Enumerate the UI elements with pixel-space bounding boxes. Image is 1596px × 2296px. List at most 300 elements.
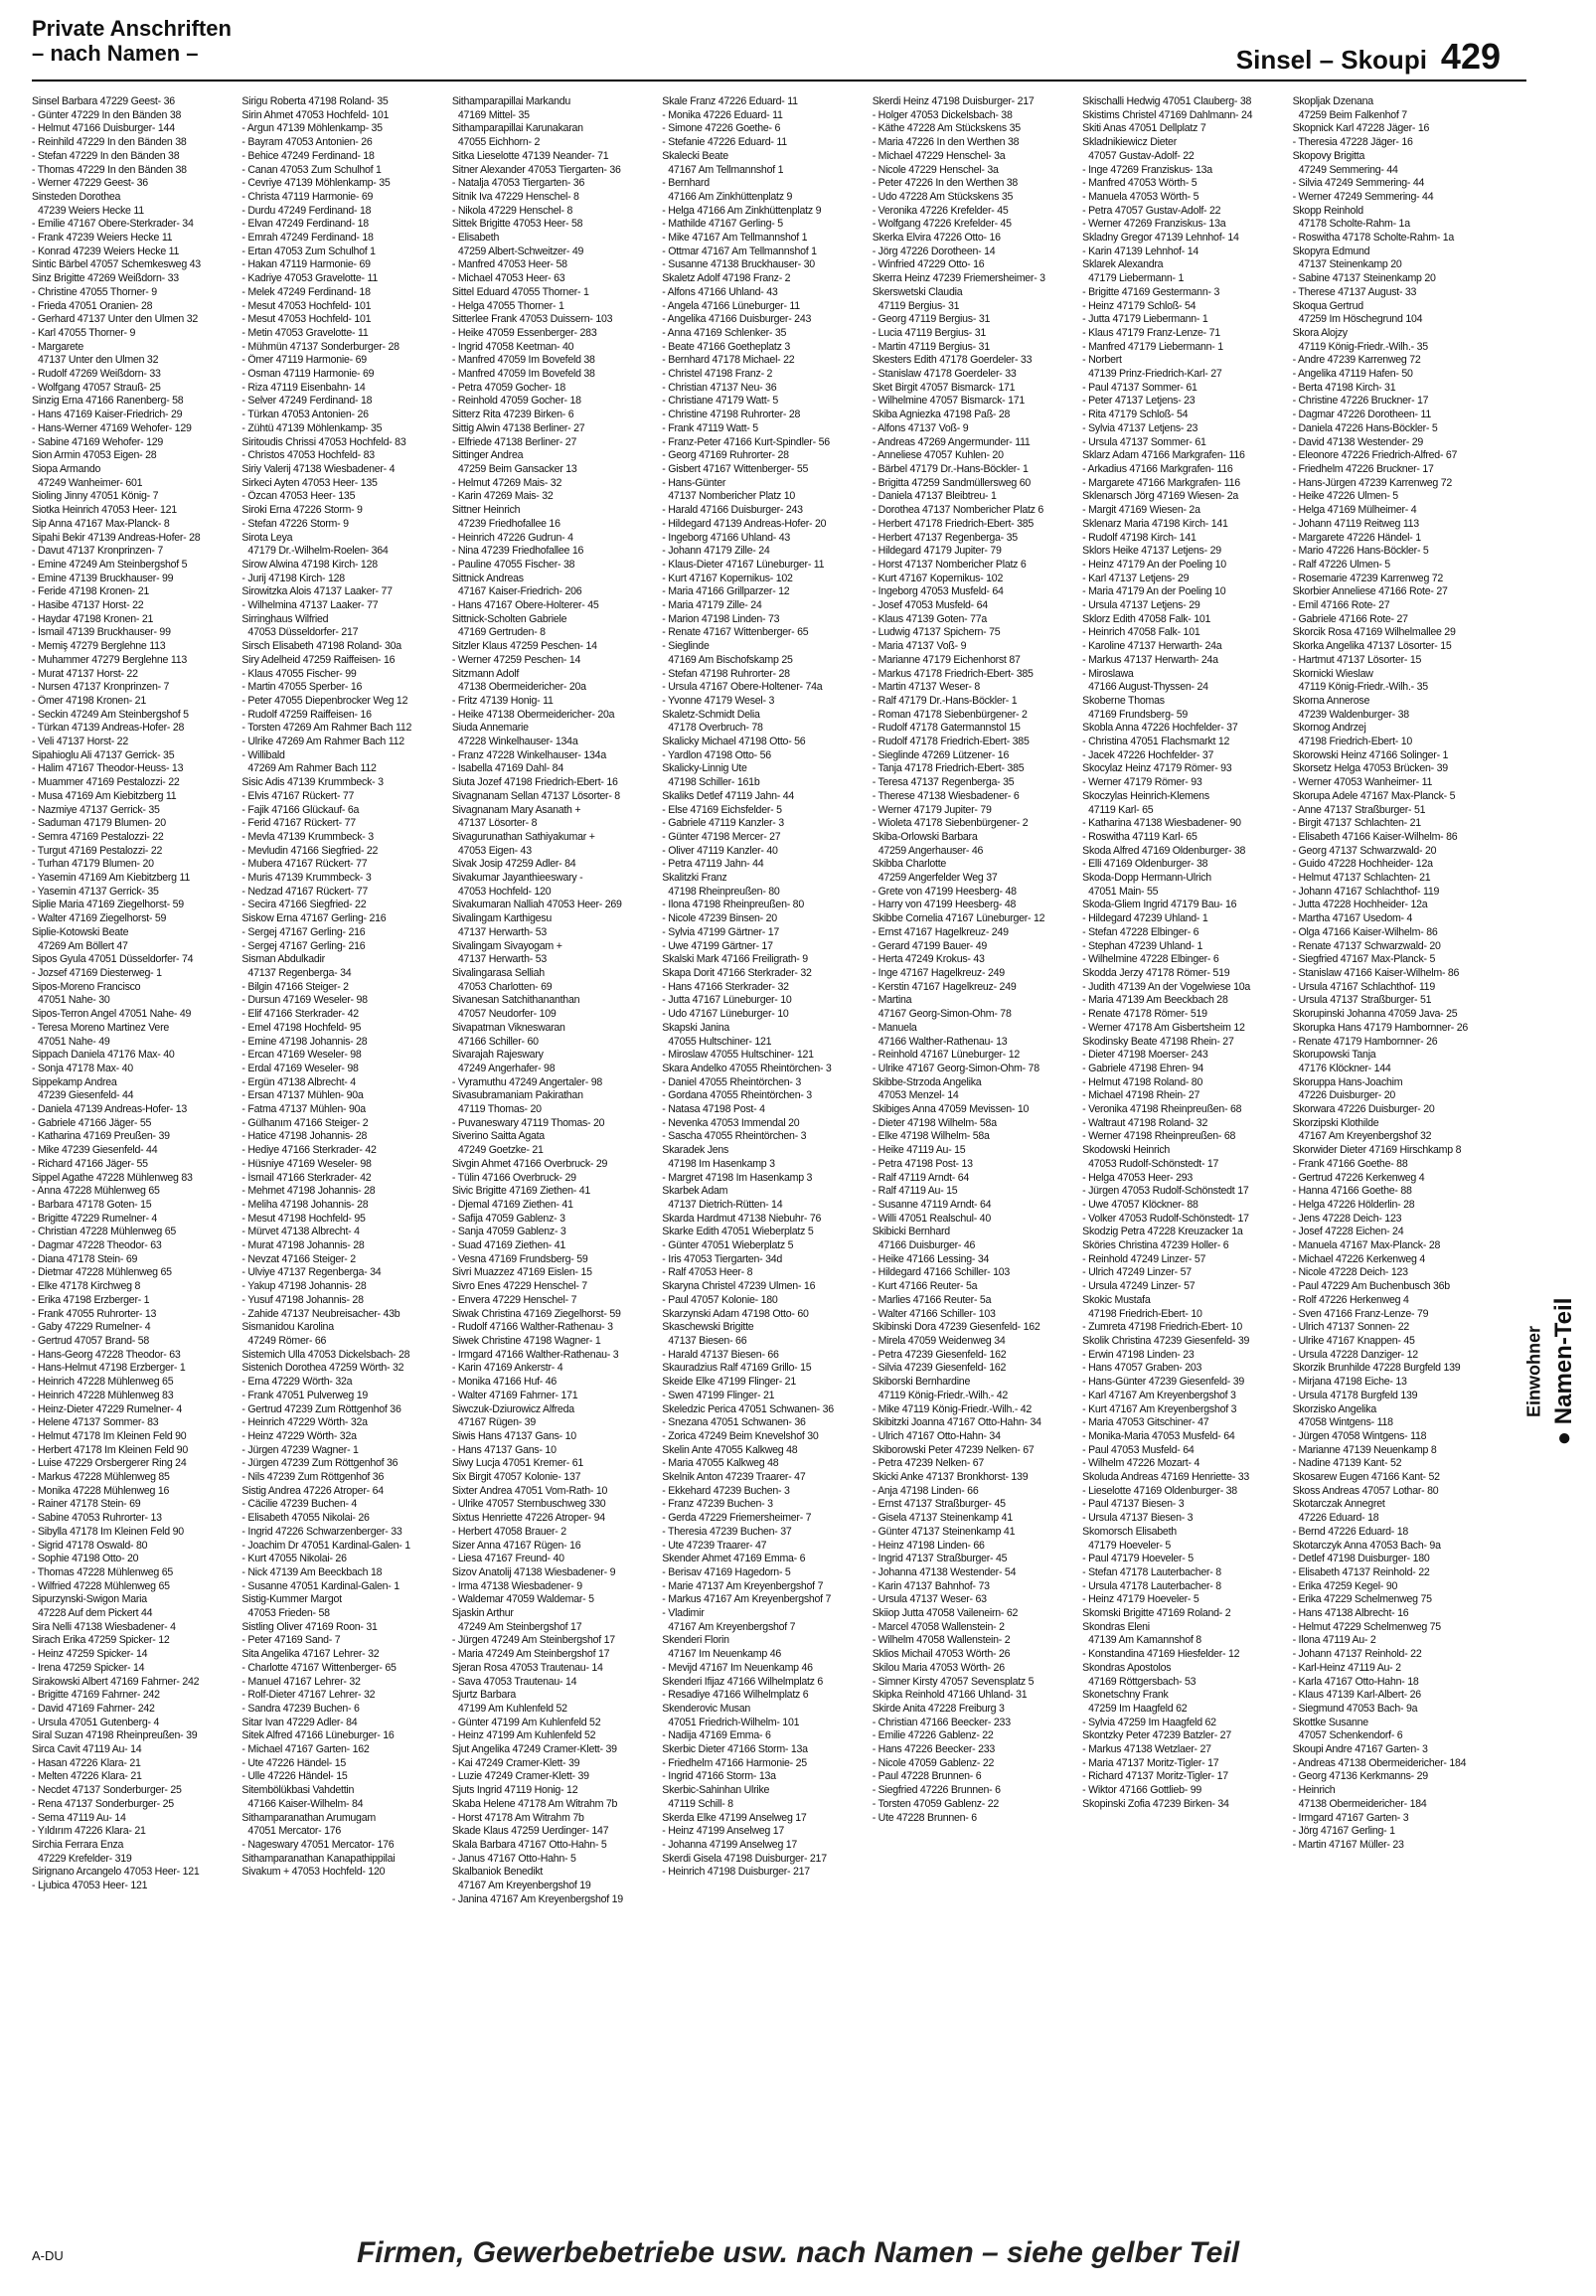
directory-entry: - Ulviye 47137 Regenberga- 34 [241, 1266, 382, 1279]
directory-entry: - Franz 47239 Buchen- 3 [662, 1498, 773, 1511]
directory-entry: - Renate 47167 Wittenberger- 65 [662, 626, 809, 639]
directory-entry: - Ömer 47198 Kronen- 21 [32, 694, 146, 707]
directory-entry: 47179 Liebermann- 1 [1088, 272, 1185, 285]
directory-entry: 47119 König-Friedr.-Wilh.- 35 [1298, 340, 1428, 353]
directory-entry: Skiba-Orlowski Barbara [872, 830, 978, 843]
directory-entry: - Helmut 47137 Schlachten- 21 [1292, 872, 1431, 885]
directory-entry: - Cevriye 47139 Möhlenkamp- 35 [241, 177, 391, 190]
directory-entry: 47169 Am Bischofskamp 25 [668, 653, 793, 666]
directory-entry: - Yardlon 47198 Otto- 56 [662, 748, 771, 761]
directory-entry: - Frank 47239 Weiers Hecke 11 [32, 232, 173, 245]
directory-entry: Sirchia Ferrara Enza [32, 1839, 124, 1851]
directory-entry: - Daniela 47139 Andreas-Hofer- 13 [32, 1103, 188, 1116]
header-range [1236, 36, 1501, 78]
directory-entry: - Sieglinde [662, 640, 710, 653]
directory-entry: - Envera 47229 Henschel- 7 [451, 1293, 577, 1306]
directory-entry: Siverino Saitta Agata [451, 1130, 545, 1143]
directory-entry: - Karl 47055 Thorner- 9 [32, 326, 136, 339]
directory-entry: - Karin 47269 Mais- 32 [451, 490, 554, 503]
directory-entry: - Birgit 47137 Schlachten- 21 [1292, 817, 1421, 830]
directory-entry: - Margarete 47226 Händel- 1 [1292, 531, 1421, 544]
directory-entry: - Heinrich 47058 Falk- 101 [1082, 626, 1200, 639]
directory-entry: 47051 Mercator- 176 [247, 1825, 342, 1838]
directory-entry: - Werner 47178 Am Gisbertsheim 12 [1082, 1021, 1245, 1034]
directory-entry: - Heinz 47259 Spicker- 14 [32, 1648, 148, 1661]
directory-entry: - Mevludin 47166 Siegfried- 22 [241, 844, 379, 857]
directory-entry: - Johann 47119 Reitweg 113 [1292, 517, 1419, 530]
directory-entry: Skorupa Adele 47167 Max-Planck- 5 [1292, 789, 1456, 802]
directory-entry: Skerra Heinz 47239 Friemersheimer- 3 [872, 272, 1045, 285]
directory-entry: - Emel 47198 Hochfeld- 95 [241, 1021, 362, 1034]
directory-entry: - Walter 47166 Schiller- 103 [872, 1307, 996, 1320]
directory-entry: Skonetschny Frank [1082, 1689, 1169, 1702]
directory-entry: Skiba Agniezka 47198 Paß- 28 [872, 409, 1011, 421]
directory-entry: Sklios Michail 47053 Wörth- 26 [872, 1648, 1011, 1661]
directory-entry: - Gertrud 47226 Kerkenweg 4 [1292, 1171, 1425, 1184]
directory-entry: - Fajik 47166 Glückauf- 6a [241, 803, 360, 816]
directory-entry: - Peter 47137 Letjens- 23 [1082, 395, 1196, 408]
directory-entry: - Torsten 47269 Am Rahmer Bach 112 [241, 722, 412, 735]
directory-entry: Skaradek Jens [662, 1144, 729, 1157]
directory-entry: - Peter 47169 Sand- 7 [241, 1634, 341, 1647]
directory-entry: - Silvia 47249 Semmering- 44 [1292, 177, 1425, 190]
directory-entry: Sitner Alexander 47053 Tiergarten- 36 [451, 163, 621, 176]
directory-entry: - Ursula 47137 Straßburger- 51 [1292, 994, 1432, 1007]
directory-entry: - Frank 47051 Pulverweg 19 [241, 1389, 369, 1401]
directory-entry: - Paul 47053 Musfeld- 64 [1082, 1443, 1195, 1456]
directory-entry: - Sylvia 47137 Letjens- 23 [1082, 421, 1198, 434]
directory-entry: - Ralf 47119 Arndt- 64 [872, 1171, 970, 1184]
directory-entry: - Puvaneswary 47119 Thomas- 20 [451, 1116, 605, 1129]
directory-entry: - Helga 47055 Thorner- 1 [451, 299, 564, 312]
directory-entry: - Petra 47239 Giesenfeld- 162 [872, 1348, 1007, 1361]
directory-entry: 47226 Eduard- 18 [1298, 1512, 1379, 1525]
directory-entry: Skale Franz 47226 Eduard- 11 [662, 95, 798, 107]
directory-entry: 47053 Düsseldorfer- 217 [247, 626, 359, 639]
directory-entry: - Heinz 47199 Am Kuhlenfeld 52 [451, 1729, 596, 1742]
directory-entry: Sjeran Rosa 47053 Trautenau- 14 [451, 1661, 603, 1674]
directory-entry: - Gertrud 47057 Brand- 58 [32, 1334, 150, 1347]
directory-entry: Siwek Christine 47198 Wagner- 1 [451, 1334, 601, 1347]
directory-entry: Sittnick Andreas [451, 572, 524, 584]
directory-entry: - Christos 47053 Hochfeld- 83 [241, 449, 375, 462]
directory-entry: - Martin 47119 Bergius- 31 [872, 340, 990, 353]
directory-entry: - Bayram 47053 Antonien- 26 [241, 136, 373, 149]
directory-entry: - Zorica 47249 Beim Knevelshof 30 [662, 1429, 819, 1442]
directory-entry: Skerbic-Sahinhan Ulrike [662, 1784, 770, 1797]
directory-entry: 47228 Auf dem Pickert 44 [38, 1607, 153, 1620]
directory-entry: - David 47169 Fahrner- 242 [32, 1702, 155, 1715]
directory-entry: Sirca Cavit 47119 Au- 14 [32, 1743, 142, 1756]
directory-entry: - Paul 47137 Sommer- 61 [1082, 381, 1197, 394]
directory-entry: - Diana 47178 Stein- 69 [32, 1252, 138, 1265]
directory-entry: 47137 Herwarth- 53 [457, 953, 547, 966]
directory-entry: - Wilhelmina 47137 Laaker- 77 [241, 599, 379, 612]
directory-entry: - Wolfgang 47057 Strauß- 25 [32, 381, 161, 394]
directory-entry: - Ute 47226 Händel- 15 [241, 1756, 347, 1769]
directory-entry: 47167 Am Kreyenbergshof 7 [668, 1620, 796, 1633]
directory-entry: Skaryna Christel 47239 Ulmen- 16 [662, 1280, 816, 1293]
directory-entry: Skopinski Zofia 47239 Birken- 34 [1082, 1797, 1229, 1810]
directory-entry: Skiti Anas 47051 Dellplatz 7 [1082, 122, 1206, 135]
directory-entry: - Rainer 47178 Stein- 69 [32, 1498, 141, 1511]
directory-entry: 47053 Frieden- 58 [247, 1607, 330, 1620]
directory-entry: Skelin Ante 47055 Kalkweg 48 [662, 1443, 798, 1456]
directory-entry: - Berta 47198 Kirch- 31 [1292, 381, 1396, 394]
listing-column [241, 95, 441, 2213]
directory-entry: - Hans 47137 Gans- 10 [451, 1443, 557, 1456]
directory-entry: - Marie 47137 Am Kreyenbergshof 7 [662, 1579, 824, 1592]
directory-entry: 47199 Am Kuhlenfeld 52 [457, 1702, 567, 1715]
directory-entry: - Judith 47139 An der Vogelwiese 10a [1082, 980, 1251, 993]
directory-entry: - Ernst 47137 Straßburger- 45 [872, 1498, 1006, 1511]
directory-entry: Skondras Eleni [1082, 1620, 1150, 1633]
directory-entry: - Karl 47137 Letjens- 29 [1082, 572, 1190, 584]
directory-entry: - Emil 47166 Rote- 27 [1292, 599, 1390, 612]
directory-entry: - Sandra 47239 Buchen- 6 [241, 1702, 360, 1715]
directory-entry: Siuta Jozef 47198 Friedrich-Ebert- 16 [451, 776, 618, 789]
directory-entry: 47239 Friedhofallee 16 [457, 517, 560, 530]
directory-entry: - Käthe 47228 Am Stückskens 35 [872, 122, 1021, 135]
directory-entry: - Grete von 47199 Heesberg- 48 [872, 885, 1017, 898]
directory-entry: Sintic Bärbel 47057 Schemkesweg 43 [32, 258, 201, 271]
directory-entry: - Irmgard 47166 Walther-Rathenau- 3 [451, 1348, 619, 1361]
directory-entry: - Heinrich 47228 Mühlenweg 65 [32, 1376, 174, 1389]
directory-entry: Siplie Maria 47169 Ziegelhorst- 59 [32, 899, 184, 911]
directory-entry: Skodowski Heinrich [1082, 1144, 1171, 1157]
directory-entry: Skorupinski Johanna 47059 Java- 25 [1292, 1008, 1458, 1021]
directory-entry: - Stefan 47226 Storm- 9 [241, 517, 349, 530]
directory-entry: - Paul 47179 Hoeveler- 5 [1082, 1553, 1194, 1565]
directory-entry: - Barbara 47178 Goten- 15 [32, 1198, 152, 1211]
directory-entry: - Elke 47178 Kirchweg 8 [32, 1280, 141, 1293]
directory-entry: Sivro Enes 47229 Henschel- 7 [451, 1280, 587, 1293]
directory-entry: - Theresia 47239 Buchen- 37 [662, 1525, 792, 1538]
directory-entry: - Elisabeth 47166 Kaiser-Wilhelm- 86 [1292, 830, 1458, 843]
directory-entry: 47179 Dr.-Wilhelm-Roelen- 364 [247, 545, 389, 558]
directory-entry: 47198 Schiller- 161b [668, 776, 760, 789]
directory-entry: - Resadiye 47166 Wilhelmplatz 6 [662, 1689, 809, 1702]
directory-entry: Sirkeci Ayten 47053 Heer- 135 [241, 476, 378, 489]
directory-entry: - Herbert 47178 Friedrich-Ebert- 385 [872, 517, 1035, 530]
directory-entry: - Murat 47198 Johannis- 28 [241, 1239, 365, 1252]
directory-entry: - Elvis 47167 Rückert- 77 [241, 789, 355, 802]
directory-entry: 47259 Im Haagfeld 62 [1088, 1702, 1188, 1715]
directory-entry: - Herbert 47137 Regenberga- 35 [872, 531, 1018, 544]
directory-entry: - Mesut 47053 Hochfeld- 101 [241, 313, 372, 326]
directory-entry: Sitterlee Frank 47053 Duissern- 103 [451, 313, 613, 326]
directory-entry: - Natalja 47053 Tiergarten- 36 [451, 177, 585, 190]
directory-entry: - Theresia 47228 Jäger- 16 [1292, 136, 1413, 149]
directory-entry: 47249 Wanheimer- 601 [38, 476, 143, 489]
directory-entry: 47179 Hoeveler- 5 [1088, 1539, 1172, 1552]
directory-entry: - Hans 47167 Obere-Holterer- 45 [451, 599, 599, 612]
directory-entry: - Inge 47167 Hagelkreuz- 249 [872, 967, 1005, 979]
directory-entry: - Turhan 47179 Blumen- 20 [32, 858, 154, 871]
directory-entry: 47166 Schiller- 60 [457, 1035, 539, 1048]
directory-entry: - Turgut 47169 Pestalozzi- 22 [32, 844, 163, 857]
directory-entry: Sirsch Elisabeth 47198 Roland- 30a [241, 640, 401, 653]
directory-entry: - Hans 47057 Graben- 203 [1082, 1362, 1202, 1375]
directory-entry: - Ferid 47167 Rückert- 77 [241, 817, 356, 830]
directory-entry: 47167 Am Kreyenbergshof 19 [457, 1880, 591, 1892]
directory-entry: - Werner 47198 Rheinpreußen- 68 [1082, 1130, 1236, 1143]
directory-entry: - Gaby 47229 Rumelner- 4 [32, 1321, 151, 1334]
directory-entry: - Özcan 47053 Heer- 135 [241, 490, 356, 503]
directory-entry: - Monika 47228 Mühlenweg 16 [32, 1484, 170, 1497]
directory-entry: Skokic Mustafa [1082, 1293, 1151, 1306]
directory-entry: - Ulrike 47167 Knappen- 45 [1292, 1334, 1415, 1347]
directory-entry: - Hans-Georg 47228 Theodor- 63 [32, 1348, 181, 1361]
listing-column [32, 95, 232, 2213]
directory-entry: 47249 Goetzke- 21 [457, 1144, 544, 1157]
directory-entry: - Ralf 47179 Dr.-Hans-Böckler- 1 [872, 694, 1018, 707]
directory-entry: - Ulrike 47167 Georg-Simon-Ohm- 78 [872, 1062, 1039, 1074]
directory-entry: - Klaus 47179 Franz-Lenze- 71 [1082, 326, 1220, 339]
directory-entry: - Sema 47119 Au- 14 [32, 1811, 126, 1824]
header-rule [32, 80, 1526, 82]
directory-entry: Sistig Andrea 47226 Atroper- 64 [241, 1484, 384, 1497]
directory-entry: - Ursula 47051 Gutenberg- 4 [32, 1716, 160, 1728]
directory-entry: - Wiktor 47166 Gottlieb- 99 [1082, 1784, 1201, 1797]
directory-entry: - Lieselotte 47169 Oldenburger- 38 [1082, 1484, 1237, 1497]
directory-entry: - Hasibe 47137 Horst- 22 [32, 599, 144, 612]
directory-entry: - Sanja 47059 Gablenz- 3 [451, 1226, 566, 1238]
directory-entry: - Markus 47167 Am Kreyenbergshof 7 [662, 1593, 832, 1606]
directory-entry: - Mühmün 47137 Sonderburger- 28 [241, 340, 399, 353]
directory-entry: Skarzynski Adam 47198 Otto- 60 [662, 1307, 809, 1320]
directory-entry: - Rudolf 47178 Friedrich-Ebert- 385 [872, 736, 1030, 748]
directory-entry: 47239 Weiers Hecke 11 [38, 204, 144, 217]
directory-entry: - Werner 47179 Jupiter- 79 [872, 803, 992, 816]
directory-entry: - Nicole 47059 Gablenz- 22 [872, 1756, 995, 1769]
directory-entry: - Heinrich 47226 Gudrun- 4 [451, 531, 573, 544]
directory-entry: - Jens 47228 Deich- 123 [1292, 1212, 1402, 1225]
directory-entry: - Maria 47226 In den Werthen 38 [872, 136, 1020, 149]
directory-entry: - Mürvet 47138 Albrecht- 4 [241, 1226, 360, 1238]
directory-entry: Siopa Armando [32, 462, 101, 475]
directory-entry: Sinz Brigitte 47269 Weißdorn- 33 [32, 272, 179, 285]
directory-entry: - Tülin 47166 Overbruck- 29 [451, 1171, 576, 1184]
directory-entry: - Udo 47167 Lüneburger- 10 [662, 1008, 789, 1021]
directory-entry: - Gerhard 47137 Unter den Ulmen 32 [32, 313, 198, 326]
directory-entry: - Jozsef 47169 Diesterweg- 1 [32, 967, 162, 979]
directory-entry: Skottke Susanne [1292, 1716, 1368, 1728]
directory-entry: 47051 Main- 55 [1088, 885, 1159, 898]
directory-entry: 47119 König-Friedr.-Wilh.- 42 [878, 1389, 1009, 1401]
directory-entry: - Maria 47166 Grillparzer- 12 [662, 585, 790, 598]
directory-entry: - Guido 47228 Hochheider- 12a [1292, 858, 1433, 871]
directory-entry: Siskow Erna 47167 Gerling- 216 [241, 912, 387, 925]
directory-entry: - Karin 47169 Ankerstr- 4 [451, 1362, 563, 1375]
directory-entry: Sjuts Ingrid 47119 Honig- 12 [451, 1784, 578, 1797]
directory-entry: - Meliha 47198 Johannis- 28 [241, 1198, 369, 1211]
directory-entry: Sivalingam Sivayogam + [451, 939, 562, 952]
directory-entry: - Nicole 47228 Deich- 123 [1292, 1266, 1408, 1279]
directory-entry: Sithamparanathan Arumugam [241, 1811, 376, 1824]
directory-entry: Sitek Alfred 47166 Lüneburger- 16 [241, 1729, 395, 1742]
directory-entry: - Martin 47167 Müller- 23 [1292, 1839, 1404, 1851]
directory-entry: Sisic Adis 47139 Krummbeck- 3 [241, 776, 384, 789]
directory-entry: - Veronika 47198 Rheinpreußen- 68 [1082, 1103, 1242, 1116]
directory-entry: 47167 Georg-Simon-Ohm- 78 [878, 1008, 1012, 1021]
directory-entry: - Mirjana 47198 Eiche- 13 [1292, 1376, 1407, 1389]
directory-entry: 47137 Biesen- 66 [668, 1334, 747, 1347]
directory-entry: - Bernhard [662, 177, 710, 190]
directory-entry: 47229 Krefelder- 319 [38, 1852, 132, 1865]
directory-entry: - Ilona 47119 Au- 2 [1292, 1634, 1376, 1647]
directory-entry: - Luzie 47249 Cramer-Klett- 39 [451, 1770, 589, 1783]
directory-entry: Skomorsch Elisabeth [1082, 1525, 1177, 1538]
directory-entry: - Ursula 47137 Sommer- 61 [1082, 435, 1206, 448]
directory-entry: - Mehmet 47198 Johannis- 28 [241, 1185, 376, 1198]
listing-column [1293, 95, 1493, 2213]
directory-entry: - Günter 47229 In den Bänden 38 [32, 108, 182, 121]
directory-entry: - Werner 47179 Römer- 93 [1082, 776, 1202, 789]
directory-entry: - Marianne 47139 Neuenkamp 8 [1292, 1443, 1437, 1456]
directory-entry: - Helga 47166 Am Zinkhüttenplatz 9 [662, 204, 822, 217]
directory-entry: - Mubera 47167 Rückert- 77 [241, 858, 368, 871]
directory-entry: Skodzig Petra 47228 Kreuzacker 1a [1082, 1226, 1243, 1238]
directory-entry: - Georg 47169 Ruhrorter- 28 [662, 449, 789, 462]
directory-entry: - Wilhelmine 47057 Bismarck- 171 [872, 395, 1026, 408]
directory-entry: Siroki Erna 47226 Storm- 9 [241, 504, 363, 517]
directory-entry: - Miroslawa [1082, 667, 1134, 680]
directory-entry: Skodinsky Beate 47198 Rhein- 27 [1082, 1035, 1234, 1048]
directory-entry: - Sascha 47055 Rheintörchen- 3 [662, 1130, 807, 1143]
directory-entry: - Maria 47179 An der Poeling 10 [1082, 585, 1226, 598]
directory-entry: - Heinrich 47229 Wörth- 32a [241, 1416, 368, 1429]
directory-entry: - Margit 47169 Wiesen- 2a [1082, 504, 1200, 517]
listing-column [662, 95, 862, 2213]
header-title-line2: – nach Namen – [32, 41, 199, 66]
directory-entry: Skalski Mark 47166 Freiligrath- 9 [662, 953, 808, 966]
directory-entry: 47119 Schill- 8 [668, 1797, 733, 1810]
directory-entry: - Inge 47269 Franziskus- 13a [1082, 163, 1212, 176]
directory-entry: Skender Ahmet 47169 Emma- 6 [662, 1553, 806, 1565]
directory-entry: - Christel 47198 Franz- 2 [662, 368, 773, 381]
directory-entry: - Erika 47229 Schelmenweg 75 [1292, 1593, 1432, 1606]
directory-entry: - Heike 47119 Au- 15 [872, 1144, 966, 1157]
listing-column [1082, 95, 1282, 2213]
directory-entry: 47055 Hultschiner- 121 [668, 1035, 772, 1048]
directory-entry: 47137 Regenberga- 34 [247, 967, 352, 979]
directory-entry: - Konrad 47239 Weiers Hecke 11 [32, 245, 180, 257]
directory-entry: Skelnik Anton 47239 Traarer- 47 [662, 1471, 806, 1484]
directory-entry: - Roman 47178 Siebenbürgener- 2 [872, 708, 1028, 721]
directory-entry: - Bernd 47226 Eduard- 18 [1292, 1525, 1409, 1538]
directory-entry: - Ottmar 47167 Am Tellmannshof 1 [662, 245, 817, 257]
directory-entry: - Ralf 47119 Au- 15 [872, 1185, 958, 1198]
listing-column [873, 95, 1072, 2213]
directory-entry: Sitka Lieselotte 47139 Neander- 71 [451, 149, 609, 162]
directory-entry: - Musa 47169 Am Kiebitzberg 11 [32, 789, 177, 802]
directory-entry: - Michael 47053 Heer- 63 [451, 272, 565, 285]
directory-entry: - Richard 47166 Jäger- 55 [32, 1157, 148, 1170]
directory-entry: - Hans 47169 Kaiser-Friedrich- 29 [32, 409, 183, 421]
directory-entry: - Rudolf 47259 Raiffeisen- 16 [241, 708, 372, 721]
directory-entry: Sipahioglu Ali 47137 Gerrick- 35 [32, 748, 175, 761]
directory-entry: - Gabriele 47166 Rote- 27 [1292, 612, 1408, 625]
directory-entry: - Hans-Günter 47239 Giesenfeld- 39 [1082, 1376, 1245, 1389]
directory-entry: - Ercan 47169 Weseler- 98 [241, 1049, 362, 1062]
directory-entry: - Ulrich 47137 Sonnen- 22 [1292, 1321, 1409, 1334]
directory-entry: - Vyramuthu 47249 Angertaler- 98 [451, 1075, 603, 1088]
directory-entry: - Rudolf 47178 Gatermannstol 15 [872, 722, 1021, 735]
directory-entry: Sirota Leya [241, 531, 293, 544]
directory-entry: - İsmail 47166 Sterkrader- 42 [241, 1171, 372, 1184]
directory-entry: - Maria 47179 Zille- 24 [662, 599, 762, 612]
directory-entry: - Liesa 47167 Freund- 40 [451, 1553, 564, 1565]
directory-entry: Siplie-Kotowski Beate [32, 925, 129, 938]
directory-entry: - İsmail 47139 Bruckhauser- 99 [32, 626, 171, 639]
directory-entry: Sirignano Arcangelo 47053 Heer- 121 [32, 1866, 200, 1879]
directory-entry: - Karl-Heinz 47119 Au- 2 [1292, 1661, 1401, 1674]
directory-entry: 47249 Am Steinbergshof 17 [457, 1620, 582, 1633]
directory-entry: - Ulle 47226 Händel- 15 [241, 1770, 348, 1783]
directory-entry: - Nageswary 47051 Mercator- 176 [241, 1839, 395, 1851]
directory-entry: - Heinrich 47228 Mühlenweg 83 [32, 1389, 174, 1401]
directory-entry: Sivakum + 47053 Hochfeld- 120 [241, 1866, 386, 1879]
directory-entry: Sinsteden Dorothea [32, 190, 121, 203]
directory-entry: - Werner 47053 Wanheimer- 11 [1292, 776, 1433, 789]
directory-entry: - Elli 47169 Oldenburger- 38 [1082, 858, 1208, 871]
directory-entry: - Heinz 47179 Schloß- 54 [1082, 299, 1197, 312]
directory-entry: - Wilhelmine 47228 Elbinger- 6 [1082, 953, 1219, 966]
directory-entry: Sitterz Rita 47239 Birken- 6 [451, 409, 574, 421]
directory-entry: Sipos-Moreno Francisco [32, 980, 141, 993]
directory-entry: - Uwe 47057 Klöckner- 88 [1082, 1198, 1198, 1211]
directory-entry: Sita Angelika 47167 Lehrer- 32 [241, 1648, 380, 1661]
directory-entry: - Safija 47059 Gablenz- 3 [451, 1212, 565, 1225]
directory-entry: - Bilgin 47166 Steiger- 2 [241, 980, 349, 993]
directory-entry: 47053 Hochfeld- 120 [457, 885, 552, 898]
directory-entry: - Heinz 47198 Linden- 66 [872, 1539, 985, 1552]
directory-entry: - Melten 47226 Klara- 21 [32, 1770, 142, 1783]
directory-entry: - Seckin 47249 Am Steinbergshof 5 [32, 708, 189, 721]
directory-entry: - Michael 47198 Rhein- 27 [1082, 1089, 1200, 1102]
directory-entry: - Hildegard 47239 Uhland- 1 [1082, 912, 1208, 925]
directory-entry: - Jutta 47228 Hochheider- 12a [1292, 899, 1428, 911]
directory-entry: - Yasemin 47169 Am Kiebitzberg 11 [32, 872, 190, 885]
directory-entry: Skorzik Brunhilde 47228 Burgfeld 139 [1292, 1362, 1461, 1375]
directory-entry: - Ursula 47249 Linzer- 57 [1082, 1280, 1196, 1293]
directory-entry: - Friedhelm 47226 Bruckner- 17 [1292, 462, 1434, 475]
directory-entry: 47057 Gustav-Adolf- 22 [1088, 149, 1195, 162]
directory-entry: - Horst 47137 Nombericher Platz 6 [872, 558, 1027, 571]
directory-entry: 47259 Albert-Schweitzer- 49 [457, 245, 584, 257]
directory-entry: - Siegfried 47167 Max-Planck- 5 [1292, 953, 1436, 966]
directory-entry: - Yvonne 47179 Wesel- 3 [662, 694, 775, 707]
directory-entry: - Anna 47169 Schlenker- 35 [662, 326, 787, 339]
directory-entry: - Martha 47167 Usedom- 4 [1292, 912, 1413, 925]
directory-entry: - Jürgen 47053 Rudolf-Schönstedt 17 [1082, 1185, 1249, 1198]
directory-entry: 47119 König-Friedr.-Wilh.- 35 [1298, 681, 1428, 694]
directory-entry: Sivasubramaniam Pakirathan [451, 1089, 583, 1102]
directory-entry: - Christian 47166 Beecker- 233 [872, 1716, 1011, 1728]
directory-entry: - Kurt 47167 Kopernikus- 102 [872, 572, 1004, 584]
directory-entry: 47178 Overbruch- 78 [668, 722, 763, 735]
directory-entry: - Ludwig 47137 Spichern- 75 [872, 626, 1001, 639]
directory-entry: - Sabine 47137 Steinenkamp 20 [1292, 272, 1436, 285]
directory-entry: - Jacek 47226 Hochfelder- 37 [1082, 748, 1214, 761]
directory-entry: Skenderovic Musan [662, 1702, 751, 1715]
directory-entry: - Nina 47239 Friedhofallee 16 [451, 545, 584, 558]
directory-entry: - Willi 47051 Realschul- 40 [872, 1212, 991, 1225]
directory-entry: 47053 Eigen- 43 [457, 844, 532, 857]
directory-entry: - Hans-Jürgen 47239 Karrenweg 72 [1292, 476, 1452, 489]
directory-entry: - Bärbel 47179 Dr.-Hans-Böckler- 1 [872, 462, 1029, 475]
